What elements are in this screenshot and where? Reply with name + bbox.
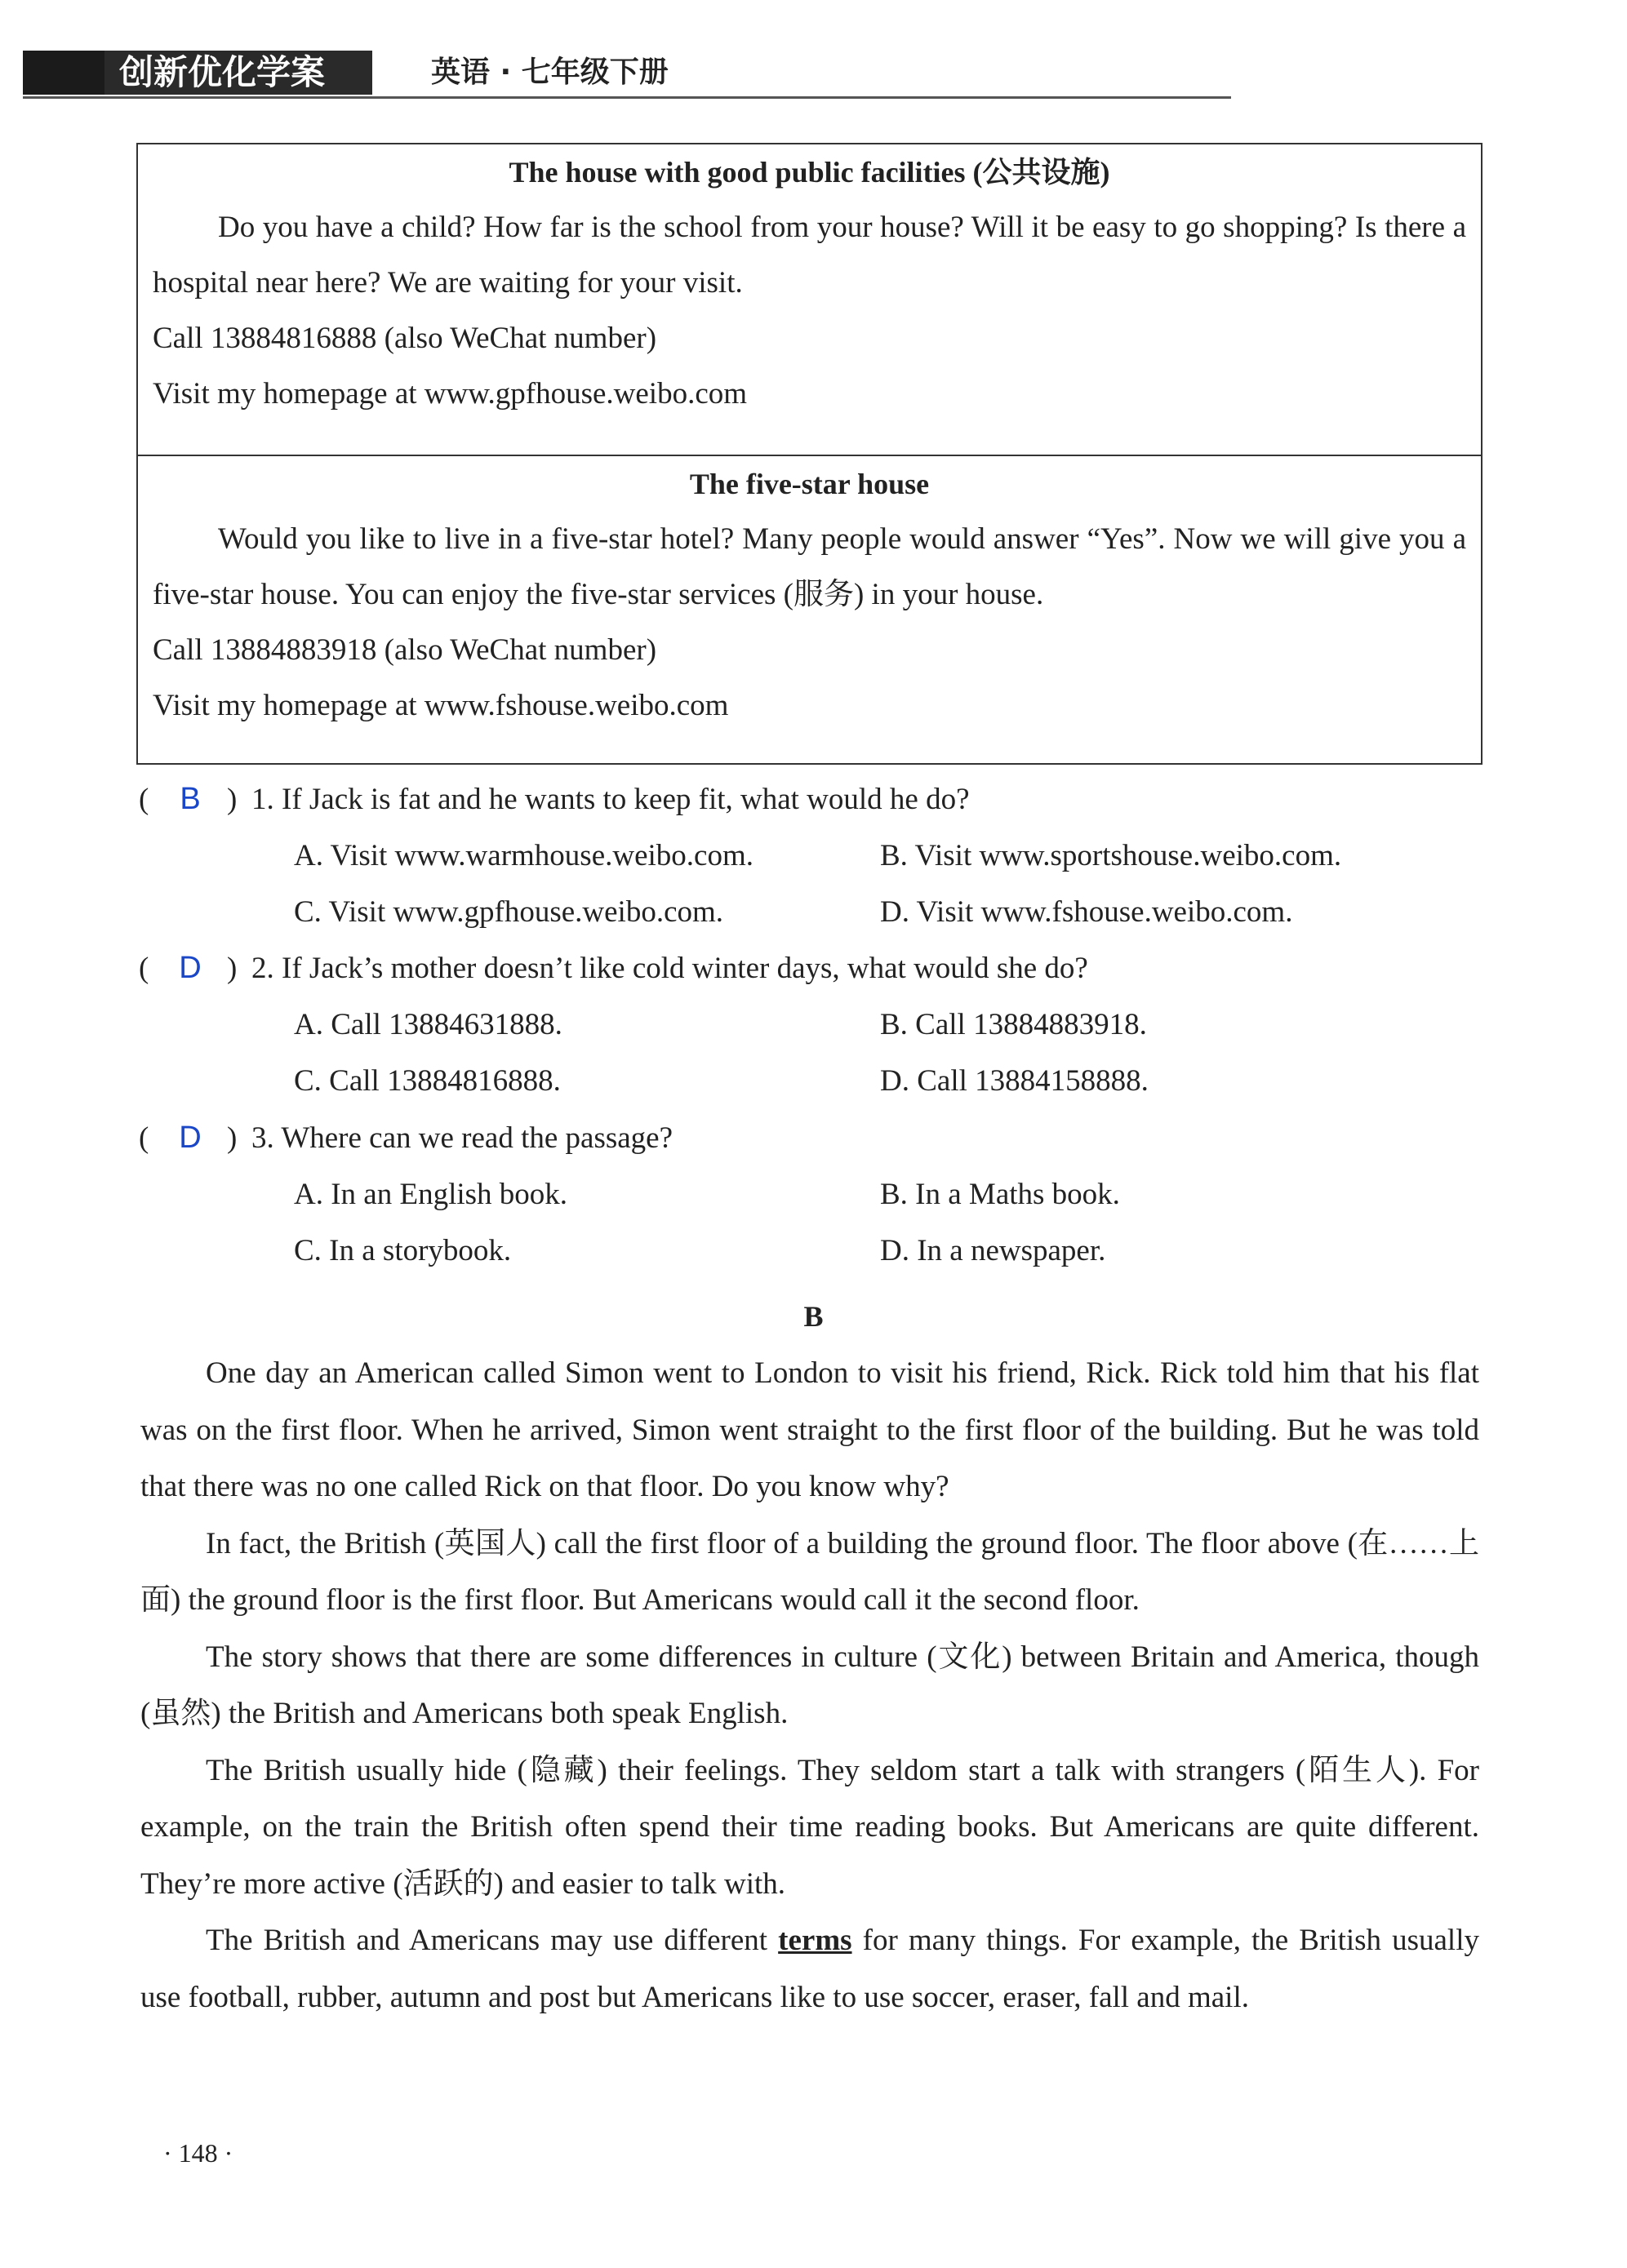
- question-3: [139, 1110, 1478, 1279]
- option-d: D. In a newspaper.: [880, 1234, 1106, 1267]
- ad-title: The house with good public facilities (公共设施): [509, 156, 1110, 189]
- brand-text: 创新优化学案: [119, 52, 326, 92]
- paragraph-text: for many things. For example, the British usually use football, rubber, autumn and post but Americans like to use soccer, eraser, fall and mail.: [140, 1924, 1479, 2014]
- ad-gpf-house: [138, 144, 1481, 455]
- answer-mark: D: [179, 951, 202, 985]
- passage-b: [140, 1345, 1479, 2026]
- question-text: 1. If Jack is fat and he wants to keep fit, what would he do?: [251, 783, 970, 816]
- option-b: B. Visit www.sportshouse.weibo.com.: [880, 839, 1342, 872]
- option-b: B. Call 13884883918.: [880, 1008, 1147, 1041]
- answer-bracket: ): [227, 952, 238, 985]
- paragraph: [140, 1912, 1479, 2026]
- paragraph: The story shows that there are some differences in culture (文化) between Britain and America, though (虽然) the British and Americans both speak English.: [140, 1640, 1479, 1730]
- underlined-term: terms: [778, 1924, 852, 1957]
- ad-visit: Visit my homepage at www.gpfhouse.weibo.com: [153, 377, 748, 411]
- question-2: [139, 940, 1478, 1109]
- ad-title: The five-star house: [689, 468, 930, 500]
- ad-body: Would you like to live in a five-star hotel? Many people would answer “Yes”. Now we will give you a five-star house. You can enjoy the five-star services (服务) in your house.: [153, 522, 1466, 611]
- section-heading: B: [803, 1300, 824, 1333]
- ad-body: Do you have a child? How far is the school from your house? Will it be easy to go shopping? Is there a hospital near here? We are waiting for your visit.: [153, 211, 1466, 300]
- option-a: A. Visit www.warmhouse.weibo.com.: [294, 839, 753, 872]
- option-b: B. In a Maths book.: [880, 1178, 1120, 1211]
- question-text: 2. If Jack’s mother doesn’t like cold winter days, what would she do?: [251, 952, 1088, 985]
- answer-bracket: (: [139, 1121, 149, 1155]
- option-c: C. Call 13884816888.: [294, 1064, 561, 1098]
- option-c: C. In a storybook.: [294, 1234, 512, 1267]
- ads-table: [136, 143, 1483, 765]
- subject-title: 英语 · 七年级下册: [431, 55, 669, 89]
- answer-mark: D: [179, 1121, 202, 1155]
- option-d: D. Call 13884158888.: [880, 1064, 1149, 1098]
- ad-five-star-house: [138, 455, 1481, 763]
- paragraph-text: The British and Americans may use different: [206, 1924, 779, 1957]
- brand-logo: [23, 51, 372, 95]
- question-text: 3. Where can we read the passage?: [251, 1121, 673, 1155]
- answer-bracket: ): [227, 783, 238, 816]
- option-a: A. Call 13884631888.: [294, 1008, 562, 1041]
- brand-bar: [23, 51, 104, 95]
- page-header: [23, 51, 1231, 98]
- header-divider: [23, 96, 1231, 99]
- ad-visit: Visit my homepage at www.fshouse.weibo.com: [153, 689, 729, 722]
- answer-mark: B: [180, 782, 201, 816]
- answer-bracket: ): [227, 1121, 238, 1155]
- answer-bracket: (: [139, 783, 149, 816]
- option-a: A. In an English book.: [294, 1178, 568, 1211]
- option-d: D. Visit www.fshouse.weibo.com.: [880, 895, 1293, 929]
- paragraph: In fact, the British (英国人) call the first floor of a building the ground floor. The floor above (在……上面) the ground floor is the first floor. But Americans would call it the second floor.: [140, 1526, 1479, 1617]
- paragraph: The British usually hide (隐藏) their feelings. They seldom start a talk with strangers (陌生人). For example, on the train the British often spend their time reading books. But Americans are quite different. They’re more active (活跃的) and easier to talk with.: [140, 1753, 1479, 1901]
- ad-call: Call 13884816888 (also WeChat number): [153, 322, 657, 355]
- answer-bracket: (: [139, 952, 149, 985]
- question-1: [139, 771, 1478, 940]
- page-number: · 148 ·: [163, 2138, 233, 2168]
- option-c: C. Visit www.gpfhouse.weibo.com.: [294, 895, 724, 929]
- ad-call: Call 13884883918 (also WeChat number): [153, 633, 657, 667]
- paragraph: One day an American called Simon went to London to visit his friend, Rick. Rick told him that his flat was on the first floor. When he arrived, Simon went straight to the first floor of the building. But he was told that there was no one called Rick on that floor. Do you know why?: [140, 1356, 1479, 1503]
